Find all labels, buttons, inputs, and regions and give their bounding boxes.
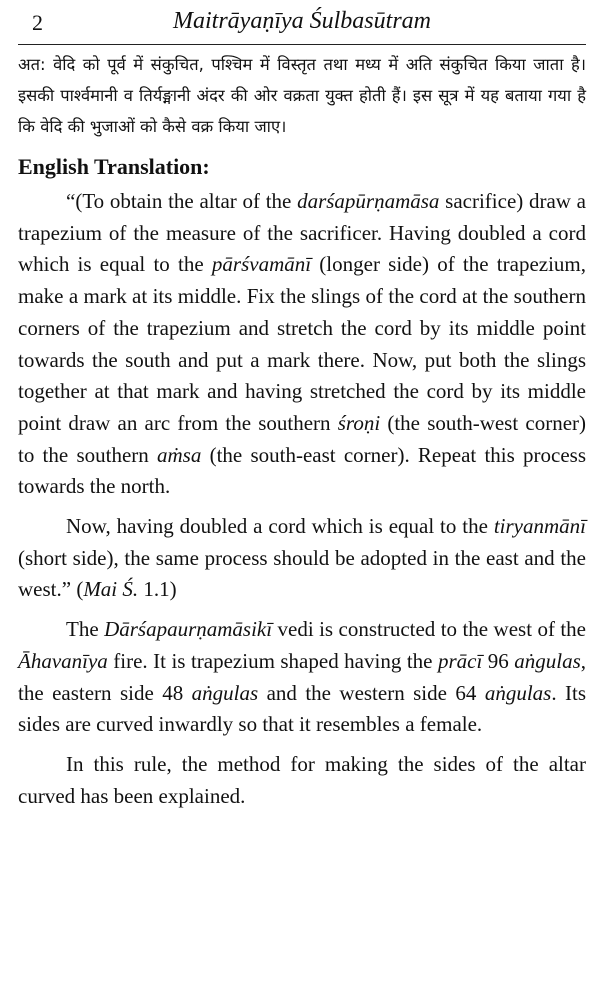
- page-number: 2: [32, 10, 43, 35]
- text-run: (longer side) of the trapezium, make a mark at its middle. Fix the slings of the cord at the southern corners of the trapezium and stretch the cord by its middle point towards the south and put a mark there. Now, put both the slings together at that mark and having stretched the cord by its middle point draw an arc from the southern: [18, 252, 586, 435]
- commentary-paragraph-2: In this rule, the method for making the sides of the altar curved has been explained.: [18, 751, 586, 808]
- hindi-paragraph: अत: वेदि को पूर्व में संकुचित, पश्चिम में विस्तृत तथा मध्य में अति संकुचित किया जाता है। इसकी पार्श्वमानी व तिर्यङ्मानी अंदर की ओर वक्रता युक्त होती हैं। इस सूत्र में यह बताया गया है कि वेदि की भुजाओं को कैसे वक्र किया जाए।: [18, 55, 586, 136]
- section-heading: English Translation:: [18, 154, 210, 179]
- text-run: 96: [482, 648, 515, 673]
- text-run: Now, having doubled a cord which is equal to the: [66, 514, 494, 539]
- commentary-paragraph-1: [18, 614, 586, 741]
- sanskrit-term: aṅgulas: [514, 648, 581, 673]
- text-run: fire. It is trapezium shaped having the: [107, 648, 438, 673]
- text-run: and the western side 64: [258, 680, 485, 705]
- text-run: “(To obtain the altar of the: [66, 189, 298, 213]
- text-run: . Its sides are curved inwardly so that it resembles a female.: [18, 680, 586, 737]
- running-head: [18, 0, 586, 45]
- translation-paragraph-2: [18, 511, 586, 606]
- running-title: Maitrāyaṇīya Śulbasūtram: [173, 8, 431, 34]
- sanskrit-term: Dārśapaurṇamāsikī: [104, 617, 273, 642]
- text-run: (the south-east corner). Repeat this process towards the north.: [18, 442, 587, 499]
- text-run: sacrifice) draw a trapezium of the measure of the sacrificer. Having doubled a cord which is equal to the: [18, 189, 586, 277]
- sanskrit-term: aṅgulas: [191, 680, 259, 705]
- sanskrit-term: aṅgulas: [484, 680, 552, 705]
- sanskrit-term: śroṇi: [337, 410, 381, 435]
- sanskrit-term: Āhavanīya: [18, 648, 108, 673]
- sanskrit-term: aṁsa: [157, 442, 202, 467]
- translation-paragraph-1: [18, 186, 586, 503]
- text-run: (the south-west corner) to the southern: [18, 410, 586, 467]
- text-run: The: [66, 617, 105, 642]
- citation: Mai Ś.: [83, 577, 139, 602]
- text-run: (short side), the same process should be adopted in the east and the west.” (: [18, 545, 586, 602]
- text-run: , the eastern side 48: [18, 648, 587, 705]
- sanskrit-term: prācī: [437, 648, 483, 673]
- text-run: 1.1): [138, 577, 177, 602]
- sanskrit-term: darśapūrṇamāsa: [297, 189, 440, 213]
- sanskrit-term: pārśvamānī: [211, 252, 312, 277]
- sanskrit-term: tiryanmānī: [493, 514, 586, 539]
- text-run: vedi is constructed to the west of the: [272, 617, 587, 642]
